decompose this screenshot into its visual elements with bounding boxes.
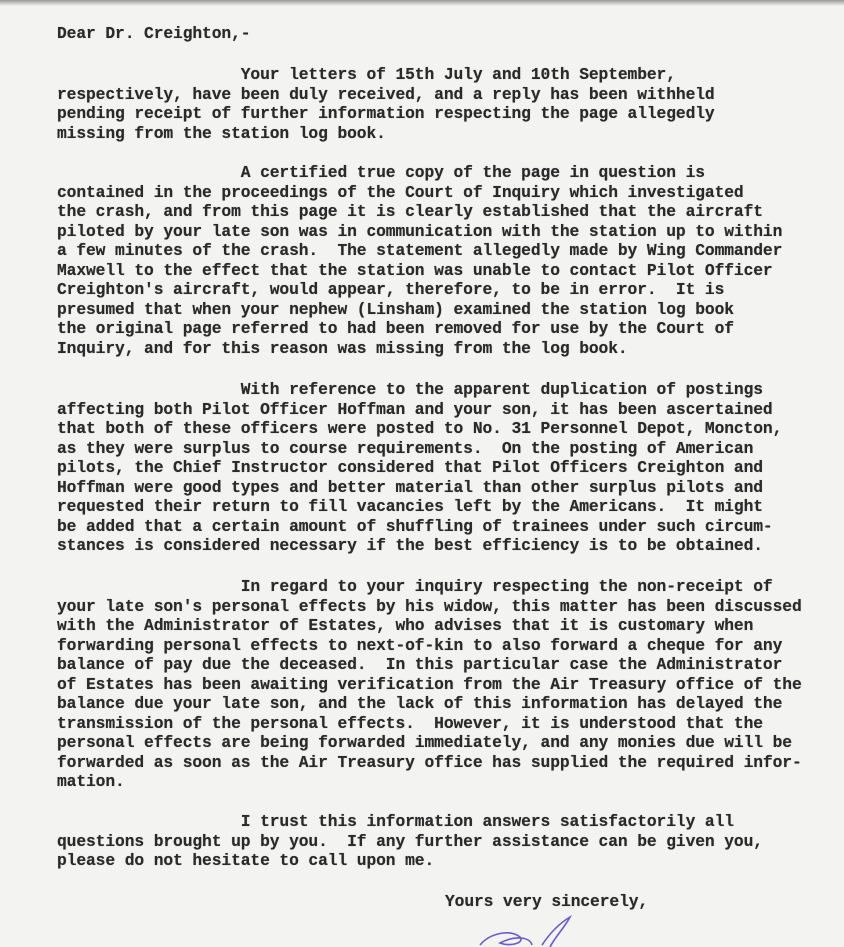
text-line: pilots, the Chief Instructor considered that Pilot Officers Creighton and <box>57 458 763 477</box>
text-line: questions brought up by you. If any further assistance can be given you, <box>57 831 763 851</box>
text-line: In regard to your inquiry respecting the non-receipt of <box>57 577 773 596</box>
text-line: Inquiry, and for this reason was missing from the log book. <box>57 338 628 358</box>
text-line: Your letters of 15th July and 10th September, <box>57 65 676 84</box>
text-line: stances is considered necessary if the best efficiency is to be obtained. <box>57 536 763 555</box>
paragraph-5 <box>57 812 763 871</box>
text-line: affecting both Pilot Officer Hoffman and your son, it has been ascertained <box>57 399 773 419</box>
text-line: with the Administrator of Estates, who advises that it is customary when <box>57 616 754 635</box>
text-line: A certified true copy of the page in question is <box>57 163 705 182</box>
text-line: With reference to the apparent duplication of postings <box>57 380 763 399</box>
text-line: requested their return to fill vacancies left by the Americans. It might <box>57 497 763 516</box>
paragraph-2 <box>57 163 782 358</box>
text-line: balance of pay due the deceased. In this particular case the Administrator <box>57 655 783 674</box>
paragraph-1 <box>57 65 715 143</box>
text-line: the crash, and from this page it is clearly established that the aircraft <box>57 202 763 221</box>
text-line: Maxwell to the effect that the station was unable to contact Pilot Officer <box>57 260 773 280</box>
text-line: contained in the proceedings of the Court of Inquiry which investigated <box>57 182 744 202</box>
salutation: Dear Dr. Creighton,- <box>57 24 251 43</box>
text-line: Creighton's aircraft, would appear, therefore, to be in error. It is <box>57 280 725 299</box>
text-line: a few minutes of the crash. The statement allegedly made by Wing Commander <box>57 241 783 260</box>
text-line: that both of these officers were posted to No. 31 Personnel Depot, Moncton, <box>57 419 783 438</box>
text-line: as they were surplus to course requirements. On the posting of American <box>57 438 754 458</box>
text-line: of Estates has been awaiting verification from the Air Treasury office of the <box>57 674 802 694</box>
closing: Yours very sincerely, <box>445 892 649 911</box>
text-line: transmission of the personal effects. However, it is understood that the <box>57 713 763 733</box>
text-line: personal effects are being forwarded immediately, and any monies due will be <box>57 733 792 752</box>
text-line: piloted by your late son was in communication with the station up to within <box>57 221 783 241</box>
text-line: I trust this information answers satisfactorily all <box>57 812 734 831</box>
text-line: balance due your late son, and the lack of this information has delayed the <box>57 694 783 713</box>
text-line: your late son's personal effects by his widow, this matter has been discussed <box>57 596 802 616</box>
paragraph-4 <box>57 577 802 792</box>
text-line: pending receipt of further information respecting the page allegedly <box>57 104 715 123</box>
text-line: please do not hesitate to call upon me. <box>57 851 435 870</box>
text-line: be added that a certain amount of shuffling of trainees under such circum- <box>57 516 773 536</box>
text-line: mation. <box>57 772 125 791</box>
text-line: Hoffman were good types and better material than other surplus pilots and <box>57 477 763 497</box>
text-line: presumed that when your nephew (Linsham) examined the station log book <box>57 299 734 319</box>
text-line: the original page referred to had been removed for use by the Court of <box>57 319 734 338</box>
scan-top-edge <box>0 0 844 6</box>
signature <box>470 915 590 947</box>
text-line: forwarding personal effects to next-of-kin to also forward a cheque for any <box>57 635 783 655</box>
text-line: forwarded as soon as the Air Treasury office has supplied the required infor- <box>57 752 802 772</box>
text-line: missing from the station log book. <box>57 123 386 143</box>
paragraph-3 <box>57 380 782 556</box>
text-line: respectively, have been duly received, and a reply has been withheld <box>57 84 715 104</box>
